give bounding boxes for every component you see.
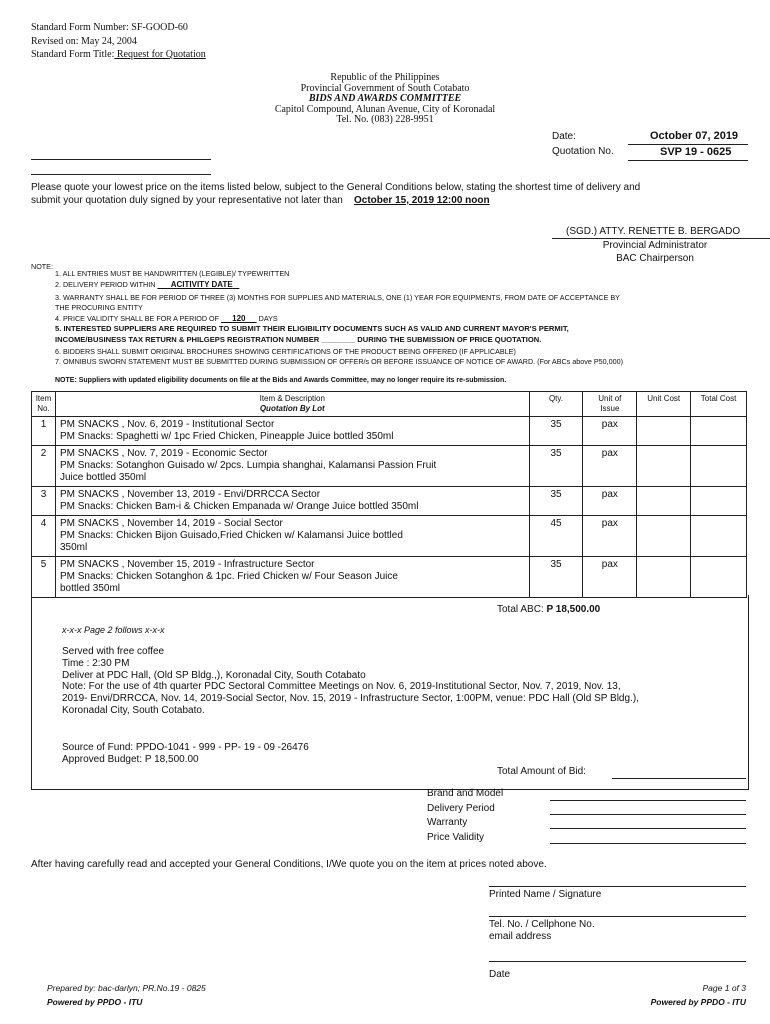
row-total-cost[interactable] xyxy=(691,557,747,598)
row-qty: 45 xyxy=(529,516,583,557)
row-total-cost[interactable] xyxy=(691,516,747,557)
note-4-value: 120 xyxy=(232,314,246,323)
total-abc-label: Total ABC: xyxy=(497,604,544,615)
intro-line2: submit your quotation duly signed by your representative not later than xyxy=(31,195,343,206)
row-total-cost[interactable] xyxy=(691,487,747,516)
total-abc xyxy=(497,604,600,615)
note-2-prefix: 2. DELIVERY PERIOD WITHIN xyxy=(55,280,156,289)
page-follows: x-x-x Page 2 follows x-x-x xyxy=(62,625,165,635)
powered-left: Powered by PPDO - ITU xyxy=(47,997,143,1007)
agency-line1: Republic of the Philippines xyxy=(330,72,440,83)
revised-date: Revised on: May 24, 2004 xyxy=(31,36,137,47)
note-line1: Note: For the use of 4th quarter PDC Sectoral Committee Meetings on Nov. 6, 2019-Institutional Sector, Nov. 7, 2019, Nov. 13, xyxy=(62,681,621,693)
note-4-prefix: 4. PRICE VALIDITY SHALL BE FOR A PERIOD OF xyxy=(55,314,220,323)
time: Time : 2:30 PM xyxy=(62,657,130,669)
warranty-label: Warranty xyxy=(427,817,468,828)
acceptance-text: After having carefully read and accepted your General Conditions, I/We quote you on the item at prices noted above. xyxy=(31,859,547,870)
deadline: October 15, 2019 12:00 noon xyxy=(353,195,490,206)
warranty-line[interactable] xyxy=(550,828,746,829)
details-block xyxy=(62,646,639,717)
validity-line[interactable] xyxy=(550,843,746,844)
row-desc: PM SNACKS , Nov. 6, 2019 - Institutional Sector PM Snacks: Spaghetti w/ 1pc Fried Chicken, Pineapple Juice bottled 350ml xyxy=(55,417,529,446)
tel-line[interactable] xyxy=(489,916,746,917)
quotation-value: SVP 19 - 0625 xyxy=(660,146,732,158)
row-unit: pax xyxy=(583,487,637,516)
note-line2: 2019- Envi/DRRCCA, Nov. 14, 2019-Social Sector, Nov. 15, 2019 - Infrastructure Sector, 1:00PM, venue: PDC Hall (Old SP Bldg.), xyxy=(62,693,639,705)
agency-line4: Capitol Compound, Alunan Avenue, City of Koronadal xyxy=(274,103,496,115)
row-total-cost[interactable] xyxy=(691,417,747,446)
row-desc: PM SNACKS , November 13, 2019 - Envi/DRRCCA Sector PM Snacks: Chicken Bam-i & Chicken Empanada w/ Orange Juice bottled 350ml xyxy=(55,487,529,516)
signatory-name: (SGD.) ATTY. RENETTE B. BERGADO xyxy=(566,226,741,237)
note-2 xyxy=(55,280,239,290)
approved-budget: Approved Budget: P 18,500.00 xyxy=(62,754,199,765)
form-number: Standard Form Number: SF-GOOD-60 xyxy=(31,22,188,33)
row-no: 3 xyxy=(32,487,56,516)
table-row xyxy=(32,417,747,446)
total-amount-line[interactable] xyxy=(612,778,746,779)
row-total-cost[interactable] xyxy=(691,446,747,487)
note-1: 1. ALL ENTRIES MUST BE HANDWRITTEN (LEGIBLE)/ TYPEWRITTEN xyxy=(55,269,290,278)
printed-name-label: Printed Name / Signature xyxy=(489,889,602,900)
total-abc-value: P 18,500.00 xyxy=(546,604,601,615)
source-of-fund: Source of Fund: PPDO-1041 - 999 - PP- 19 - 09 -26476 xyxy=(62,742,309,753)
brand-label: Brand and Model xyxy=(427,788,504,799)
col-unit: Unit of Issue xyxy=(583,392,637,417)
col-qty: Qty. xyxy=(529,392,583,417)
row-unit: pax xyxy=(583,446,637,487)
date-label: Date: xyxy=(552,131,576,142)
deliver: Deliver at PDC Hall, (Old SP Bldg.,), Koronadal City, South Cotabato xyxy=(62,669,366,681)
intro-text xyxy=(31,181,640,207)
row-no: 4 xyxy=(32,516,56,557)
note-bold: NOTE: Suppliers with updated eligibility documents on file at the Bids and Awards Committee, may no longer require its re-submission. xyxy=(55,377,507,384)
note-line3: Koronadal City, South Cotabato. xyxy=(62,704,205,716)
note-3b: THE PROCURING ENTITY xyxy=(55,303,143,312)
prepared-by: Prepared by: bac-darlyn; PR.No.19 - 0825 xyxy=(47,983,206,993)
brand-line[interactable] xyxy=(550,800,746,801)
col-total-cost: Total Cost xyxy=(691,392,747,417)
note-6: 6. BIDDERS SHALL SUBMIT ORIGINAL BROCHURES SHOWING CERTIFICATIONS OF THE PRODUCT BEING OFFERED (IF APPLICABLE) xyxy=(55,347,516,356)
items-table xyxy=(31,391,747,598)
date-value: October 07, 2019 xyxy=(650,130,739,142)
table-row xyxy=(32,446,747,487)
note-2-value: ACITIVITY DATE xyxy=(170,280,233,289)
agency-line5: Tel. No. (083) 228-9951 xyxy=(336,114,434,125)
row-unit-cost[interactable] xyxy=(637,417,691,446)
row-unit: pax xyxy=(583,516,637,557)
powered-right: Powered by PPDO - ITU xyxy=(650,997,746,1007)
table-header-row xyxy=(32,392,747,417)
table-row xyxy=(32,557,747,598)
form-title-value: Request for Quotation xyxy=(114,49,206,60)
intro-line1: Please quote your lowest price on the items listed below, subject to the General Conditions below, stating the shortest time of delivery and xyxy=(31,182,641,193)
delivery-line[interactable] xyxy=(550,814,746,815)
row-unit-cost[interactable] xyxy=(637,446,691,487)
row-desc: PM SNACKS , November 14, 2019 - Social Sector PM Snacks: Chicken Bijon Guisado,Fried Chicken w/ Kalamansi Juice bottled 350ml xyxy=(55,516,529,557)
row-qty: 35 xyxy=(529,487,583,516)
row-qty: 35 xyxy=(529,417,583,446)
agency-line2: Provincial Government of South Cotabato xyxy=(300,82,470,94)
email-label: email address xyxy=(489,931,552,942)
signatory-title1: Provincial Administrator xyxy=(602,240,708,251)
bid-fields xyxy=(427,787,503,845)
note-5b: INCOME/BUSINESS TAX RETURN & PHILGEPS REGISTRATION NUMBER ________ DURING THE SUBMISSION OF PRICE QUOTATION. xyxy=(55,335,542,344)
row-unit-cost[interactable] xyxy=(637,557,691,598)
form-title xyxy=(31,48,206,61)
date-sign-label: Date xyxy=(489,969,511,980)
validity-label: Price Validity xyxy=(427,831,485,843)
tel-label: Tel. No. / Cellphone No. xyxy=(489,919,595,930)
col-description: Item & Description Quotation By Lot xyxy=(55,392,529,417)
col-unit-cost: Unit Cost xyxy=(637,392,691,417)
note-3a: 3. WARRANTY SHALL BE FOR PERIOD OF THREE (3) MONTHS FOR SUPPLIES AND MATERIALS, ONE (1) YEAR FOR EQUIPMENTS, FROM DATE OF ACCEPTANCE BY xyxy=(55,293,620,302)
note-label: NOTE: xyxy=(31,262,53,271)
delivery-label: Delivery Period xyxy=(427,802,495,814)
note-5a: 5. INTERESTED SUPPLIERS ARE REQUIRED TO SUBMIT THEIR ELIGIBILITY DOCUMENTS SUCH AS VALID AND CURRENT MAYOR'S PERMIT, xyxy=(55,324,569,333)
row-qty: 35 xyxy=(529,557,583,598)
row-unit-cost[interactable] xyxy=(637,487,691,516)
row-qty: 35 xyxy=(529,446,583,487)
served: Served with free coffee xyxy=(62,646,165,657)
row-desc: PM SNACKS , November 15, 2019 - Infrastructure Sector PM Snacks: Chicken Sotanghon & 1pc. Fried Chicken w/ Four Season Juice bottled 350ml xyxy=(55,557,529,598)
form-title-prefix: Standard Form Title: xyxy=(31,49,115,60)
agency-block xyxy=(200,73,570,126)
table-row xyxy=(32,516,747,557)
page-number: Page 1 of 3 xyxy=(702,983,746,993)
signatory-title2: BAC Chairperson xyxy=(616,253,694,264)
note-7: 7. OMNIBUS SWORN STATEMENT MUST BE SUBMITTED DURING SUBMISSION OF OFFER/s OR BEFORE ISSUANCE OF NOTICE OF AWARD. (For ABCs above P50,000) xyxy=(55,357,624,366)
col-item-no: Item No. xyxy=(32,392,56,417)
agency-line3: BIDS AND AWARDS COMMITTEE xyxy=(308,93,462,104)
row-unit-cost[interactable] xyxy=(637,516,691,557)
row-unit: pax xyxy=(583,417,637,446)
row-no: 2 xyxy=(32,446,56,487)
row-no: 1 xyxy=(32,417,56,446)
date-line[interactable] xyxy=(489,961,746,962)
row-unit: pax xyxy=(583,557,637,598)
row-no: 5 xyxy=(32,557,56,598)
signature-line[interactable] xyxy=(489,886,746,887)
note-4-suffix: DAYS xyxy=(258,314,278,323)
table-row xyxy=(32,487,747,516)
row-desc: PM SNACKS , Nov. 7, 2019 - Economic Sector PM Snacks: Sotanghon Guisado w/ 2pcs. Lumpia shanghai, Kalamansi Passion Fruit Juice bottled 350ml xyxy=(55,446,529,487)
note-4 xyxy=(55,314,278,324)
total-amount-label: Total Amount of Bid: xyxy=(497,766,586,777)
quotation-label: Quotation No. xyxy=(552,146,614,157)
fund-block xyxy=(62,742,309,766)
